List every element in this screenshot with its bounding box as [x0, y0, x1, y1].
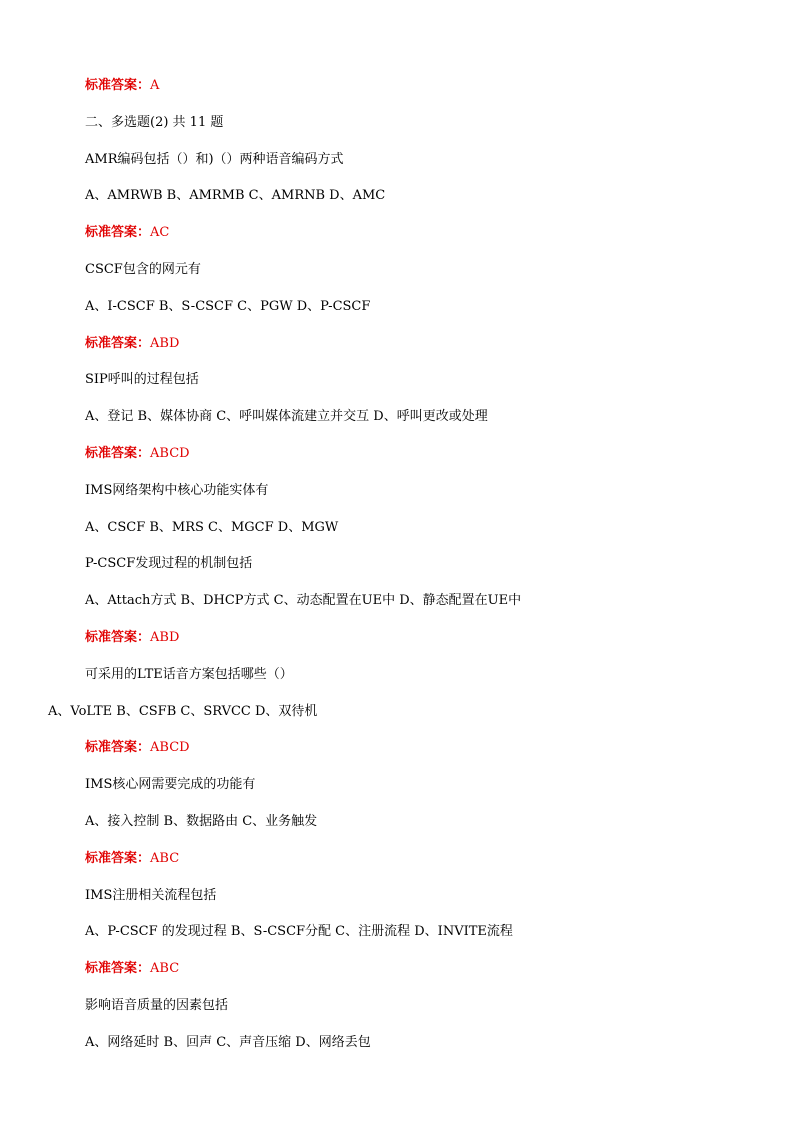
standard-answer — [85, 961, 179, 977]
answer-label: 标准答案： — [85, 630, 151, 645]
answer-label: 标准答案： — [85, 961, 151, 977]
answer-value: ABCD — [150, 446, 190, 461]
standard-answer — [85, 78, 159, 94]
question-line: A、网络延时 B、回声 C、声音压缩 D、网络丢包 — [85, 1034, 371, 1050]
standard-answer — [85, 336, 179, 352]
question-line: IMS核心网需要完成的功能有 — [85, 777, 256, 793]
standard-answer — [85, 630, 179, 646]
answer-value: ABD — [150, 630, 180, 645]
answer-value: ABC — [150, 850, 180, 866]
section-heading: 二、多选题(2) 共 11 题 — [85, 114, 224, 130]
standard-answer — [85, 740, 190, 756]
question-line: A、P-CSCF 的发现过程 B、S-CSCF分配 C、注册流程 D、INVITE流程 — [85, 924, 513, 940]
question-line: SIP呼叫的过程包括 — [85, 372, 199, 388]
answer-value: ABC — [150, 961, 180, 977]
answer-value: AC — [150, 225, 170, 241]
question-line: A、VoLTE B、CSFB C、SRVCC D、双待机 — [48, 703, 318, 719]
answer-value: ABCD — [150, 740, 190, 756]
answer-label: 标准答案： — [85, 850, 151, 866]
question-line: A、Attach方式 B、DHCP方式 C、动态配置在UE中 D、静态配置在UE中 — [85, 593, 522, 609]
question-line: IMS网络架构中核心功能实体有 — [85, 482, 269, 498]
answer-label: 标准答案： — [85, 335, 151, 351]
standard-answer — [85, 225, 169, 241]
question-line: CSCF包含的网元有 — [85, 262, 201, 277]
answer-value: A — [150, 78, 160, 93]
question-line: A、接入控制 B、数据路由 C、业务触发 — [85, 814, 318, 829]
question-line: A、CSCF B、MRS C、MGCF D、MGW — [85, 519, 339, 535]
answer-label: 标准答案： — [85, 446, 151, 461]
answer-label: 标准答案： — [85, 740, 151, 756]
question-line: A、AMRWB B、AMRMB C、AMRNB D、AMC — [85, 188, 386, 204]
answer-value: ABD — [150, 335, 180, 351]
question-line: P-CSCF发现过程的机制包括 — [85, 556, 253, 572]
answer-label: 标准答案： — [85, 225, 151, 241]
question-line: A、登记 B、媒体协商 C、呼叫媒体流建立并交互 D、呼叫更改或处理 — [85, 409, 488, 425]
answer-label: 标准答案： — [85, 78, 151, 93]
question-line: 影响语音质量的因素包括 — [85, 998, 229, 1013]
question-line: 可采用的LTE话音方案包括哪些（） — [85, 666, 293, 682]
question-line: AMR编码包括（）和)（）两种语音编码方式 — [85, 151, 344, 167]
standard-answer — [85, 851, 179, 867]
question-line: IMS注册相关流程包括 — [85, 887, 217, 903]
standard-answer — [85, 446, 190, 462]
question-line: A、I-CSCF B、S-CSCF C、PGW D、P-CSCF — [85, 298, 371, 314]
